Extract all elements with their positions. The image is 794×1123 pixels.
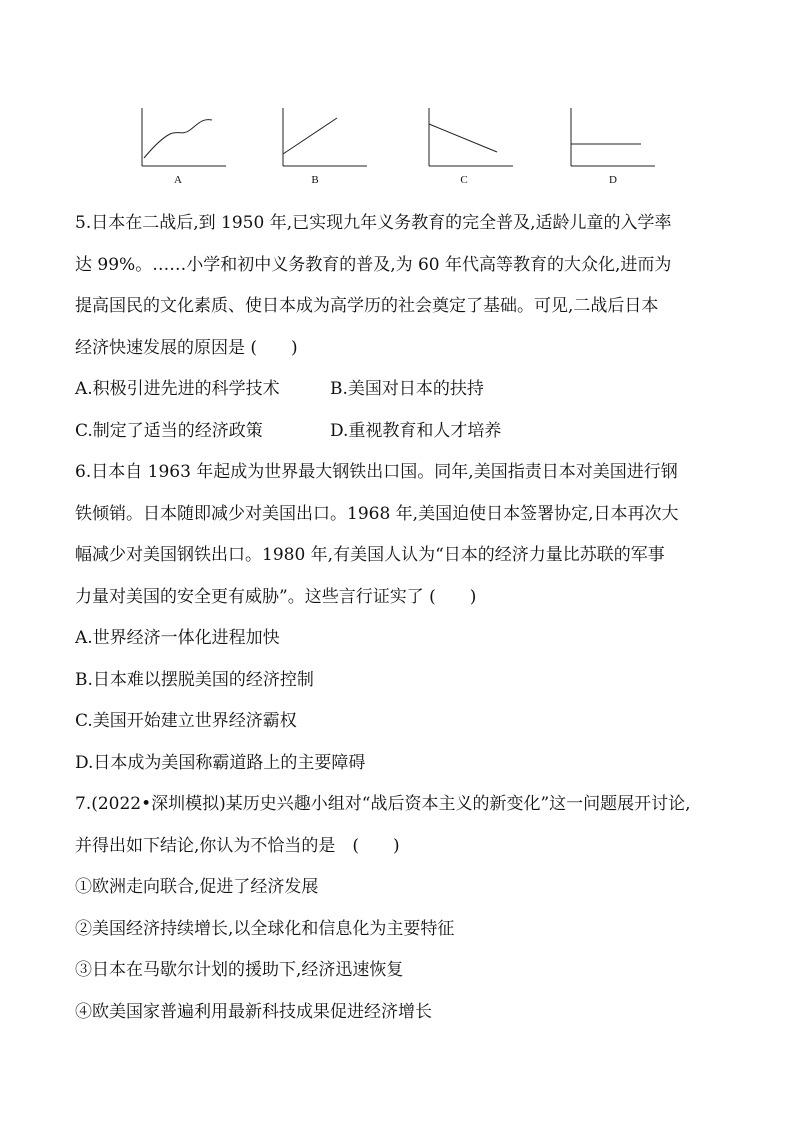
q6-stem-line: 6.日本自 1963 年起成为世界最大钢铁出口国。同年,美国指责日本对美国进行钢: [75, 462, 678, 482]
q5-stem-line: 达 99%。……小学和初中义务教育的普及,为 60 年代高等教育的大众化,进而为: [75, 254, 672, 275]
q7-item-3[interactable]: ③日本在马歇尔计划的援助下,经济迅速恢复: [75, 960, 404, 980]
q5-option-d[interactable]: D.重视教育和人才培养: [330, 420, 502, 441]
graph-d: [569, 108, 669, 188]
q5-option-b[interactable]: B.美国对日本的扶持: [330, 379, 484, 399]
q5-option-c[interactable]: C.制定了适当的经济政策: [75, 420, 263, 441]
q6-option-d[interactable]: D.日本成为美国称霸道路上的主要障碍: [75, 752, 366, 773]
graph-b-label: B: [311, 174, 319, 186]
q5-option-row: [75, 411, 725, 453]
question-5: [75, 203, 725, 452]
q6-option-a[interactable]: A.世界经济一体化进程加快: [75, 628, 280, 648]
question-7: [75, 784, 725, 1033]
graph-c-label: C: [460, 174, 468, 186]
q6-stem-line: 铁倾销。日本随即减少对美国出口。1968 年,美国迫使日本签署协定,日本再次大: [75, 503, 679, 524]
graph-b: [281, 108, 381, 188]
q5-option-a[interactable]: A.积极引进先进的科学技术: [75, 379, 280, 399]
q6-option-b[interactable]: B.日本难以摆脱美国的经济控制: [75, 669, 314, 690]
q5-stem-line: 经济快速发展的原因是 ( ): [75, 337, 298, 358]
question-6: [75, 452, 725, 784]
graph-b-plot: [281, 108, 381, 188]
q6-stem-line: 幅减少对美国钢铁出口。1980 年,有美国人认为“日本的经济力量比苏联的军事: [75, 545, 665, 565]
q7-stem-line: 7.(2022•深圳模拟)某历史兴趣小组对“战后资本主义的新变化”这一问题展开讨论,: [75, 794, 691, 814]
answer-graphs: [0, 0, 794, 195]
question-text: [75, 203, 725, 1033]
q6-stem-line: 力量对美国的安全更有威胁”。这些言行证实了 ( ): [75, 586, 477, 607]
q7-stem-line: 并得出如下结论,你认为不恰当的是 ( ): [75, 835, 400, 856]
graph-c: [427, 108, 527, 188]
q7-item-2[interactable]: ②美国经济持续增长,以全球化和信息化为主要特征: [75, 918, 455, 939]
q6-option-c[interactable]: C.美国开始建立世界经济霸权: [75, 711, 297, 731]
q7-item-4[interactable]: ④欧美国家普遍利用最新科技成果促进经济增长: [75, 1001, 432, 1022]
graph-a: [140, 108, 240, 188]
q5-stem-line: 提高国民的文化素质、使日本成为高学历的社会奠定了基础。可见,二战后日本: [75, 296, 659, 316]
q5-stem-line: 5.日本在二战后,到 1950 年,已实现九年义务教育的完全普及,适龄儿童的入学率: [75, 213, 672, 233]
q5-option-row: [75, 369, 725, 411]
q7-item-1[interactable]: ①欧洲走向联合,促进了经济发展: [75, 877, 319, 897]
graph-a-label: A: [174, 174, 182, 186]
graph-d-label: D: [609, 174, 617, 186]
